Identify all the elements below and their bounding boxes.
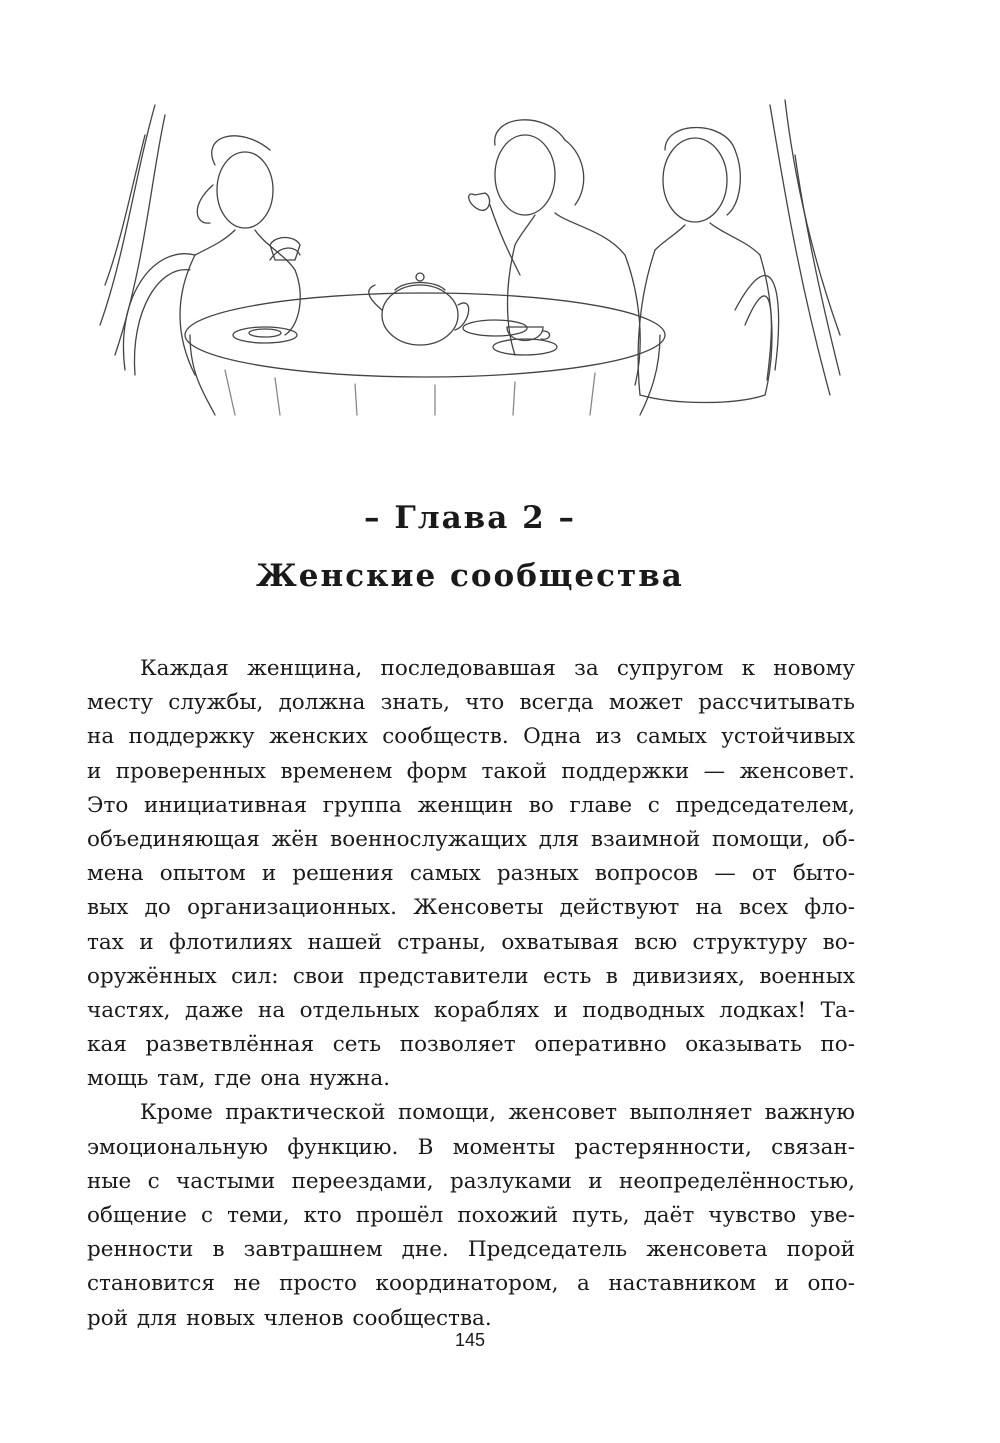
text-line: Это инициативная группа женщин во главе с председателем, xyxy=(87,792,855,818)
chapter-title: Женские сообщества xyxy=(256,558,684,594)
text-line: ные с частыми переездами, разлуками и неопределённостью, xyxy=(87,1168,855,1194)
text-line: становится не просто координатором, а наставником и опо- xyxy=(87,1271,855,1297)
chapter-body xyxy=(87,652,855,1336)
tea-party-illustration xyxy=(95,95,845,420)
text-line: объединяющая жён военнослужащих для взаимной помощи, об- xyxy=(87,826,855,852)
text-line: Кроме практической помощи, женсовет выполняет важную xyxy=(140,1100,855,1126)
text-line: месту службы, должна знать, что всегда может рассчитывать xyxy=(87,690,855,716)
text-line: оружённых сил: свои представители есть в дивизиях, военных xyxy=(87,963,855,989)
text-line: тах и флотилиях нашей страны, охватывая всю структуру во- xyxy=(87,929,855,955)
text-line: мена опытом и решения самых разных вопросов — от быто- xyxy=(87,861,855,887)
paragraph-2 xyxy=(87,1096,855,1335)
text-line: общение с теми, кто прошёл похожий путь, даёт чувство уве- xyxy=(87,1203,855,1228)
text-line: мощь там, где она нужна. xyxy=(87,1066,391,1092)
text-line: эмоциональную функцию. В моменты растерянности, связан- xyxy=(87,1134,855,1160)
text-line: ренности в завтрашнем дне. Председатель женсовета порой xyxy=(87,1237,855,1263)
page-number: 145 xyxy=(454,1330,486,1350)
text-line: вых до организационных. Женсоветы действуют на всех фло- xyxy=(87,895,855,921)
text-line: Каждая женщина, последовавшая за супругом к новому xyxy=(140,656,855,681)
text-line: кая разветвлённая сеть позволяет оперативно оказывать по- xyxy=(87,1032,855,1058)
text-line: и проверенных временем форм такой поддержки — женсовет. xyxy=(87,758,855,784)
text-line: частях, даже на отдельных кораблях и подводных лодках! Та- xyxy=(87,997,855,1023)
text-line: рой для новых членов сообщества. xyxy=(87,1305,492,1331)
text-line: на поддержку женских сообществ. Одна из самых устойчивых xyxy=(87,724,855,750)
paragraph-1 xyxy=(87,652,855,1096)
chapter-number: – Глава 2 – xyxy=(364,500,576,536)
women-tea-party-icon xyxy=(95,95,845,420)
